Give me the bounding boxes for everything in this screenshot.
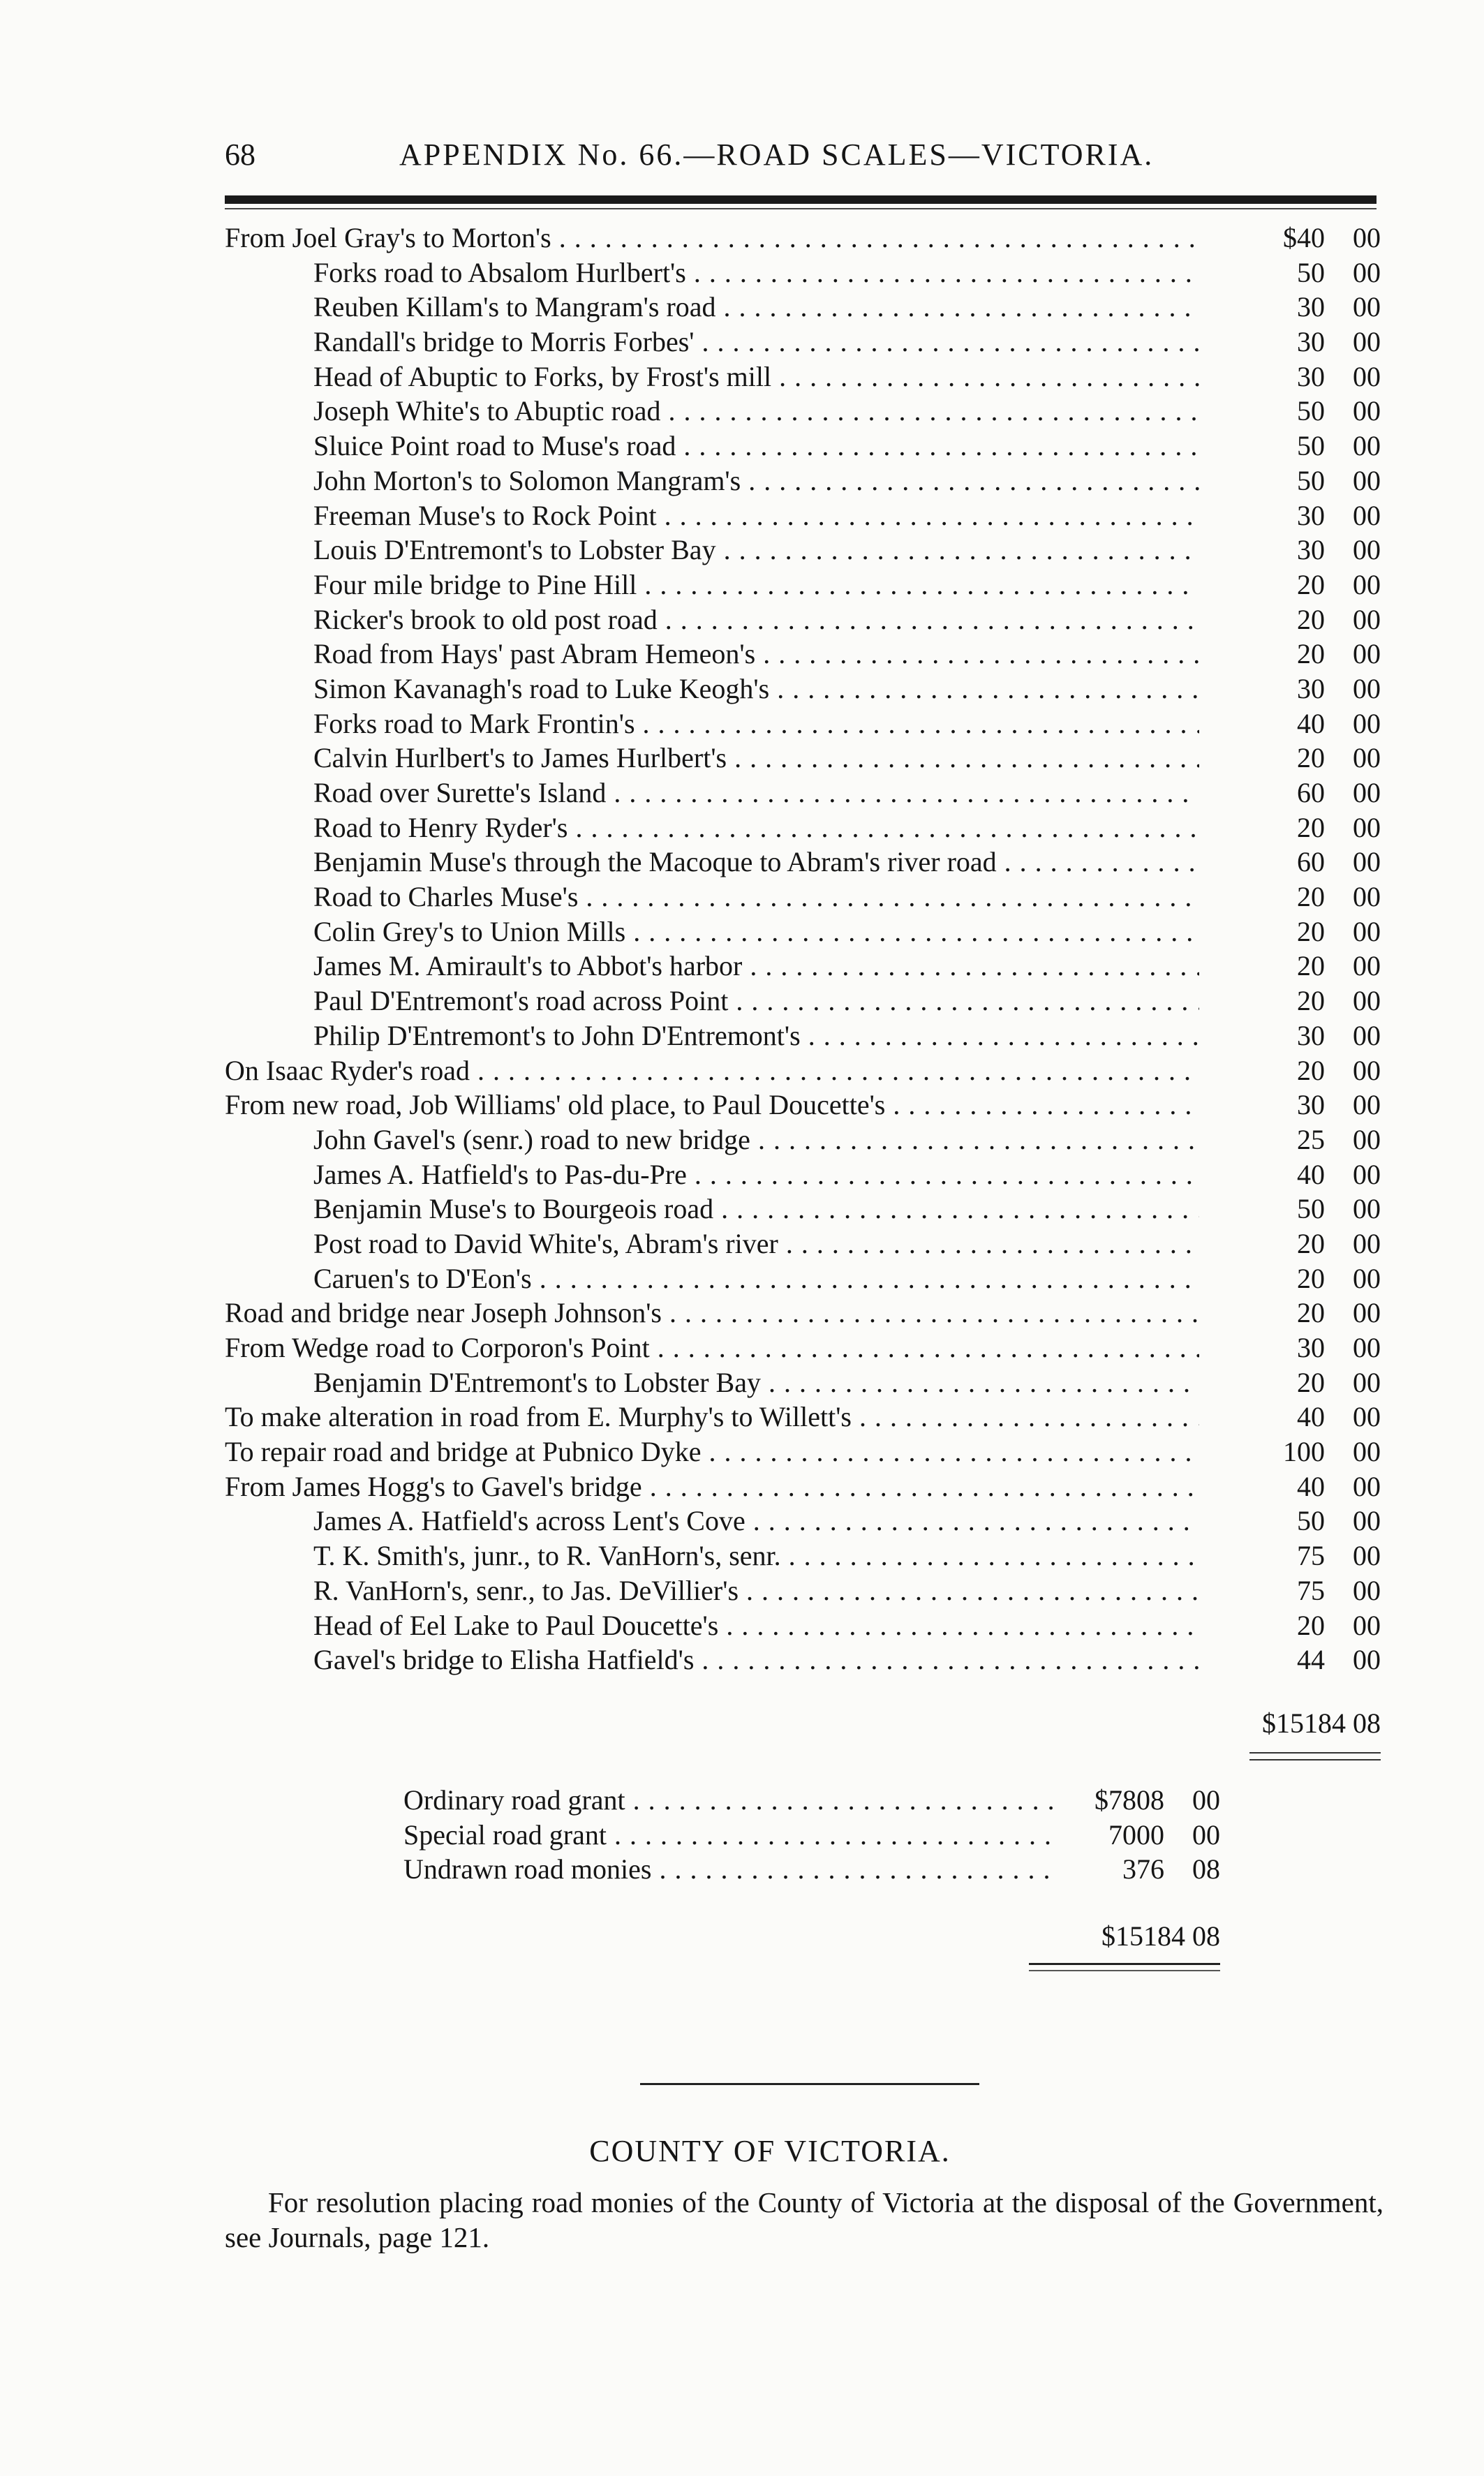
entry-amount (1206, 533, 1381, 568)
entry-amount (1206, 1539, 1381, 1573)
entry-amount (1206, 568, 1381, 602)
entry-cents: 00 (1353, 846, 1381, 878)
entry-row (225, 914, 1381, 949)
entry-dollars: 20 (1297, 1297, 1325, 1329)
grand-total-rule (1249, 1752, 1381, 1754)
entry-dollars: 25 (1297, 1123, 1325, 1155)
entry-dollars: 20 (1297, 811, 1325, 843)
entry-row (225, 1365, 1381, 1400)
entry-amount (1206, 1226, 1381, 1261)
entry-description: From new road, Job Williams' old place, to Paul Doucette's . . . (225, 1088, 1199, 1122)
entry-dollars: 20 (1297, 603, 1325, 635)
entry-amount (1206, 429, 1381, 464)
entry-row (225, 1504, 1381, 1539)
entry-dollars: 20 (1297, 1054, 1325, 1086)
entry-dollars: 40 (1297, 707, 1325, 739)
entry-dollars: 20 (1297, 950, 1325, 982)
entry-row (225, 1157, 1381, 1192)
entry-cents: 00 (1353, 1436, 1381, 1468)
entry-description: To make alteration in road from E. Murphy's to Willett's . . . (225, 1400, 1199, 1435)
entry-row (225, 1226, 1381, 1261)
grand-total: $15184 08 (1262, 1707, 1381, 1739)
entry-row (225, 568, 1381, 602)
entry-amount (1206, 1261, 1381, 1296)
entry-row (225, 637, 1381, 672)
entry-cents: 00 (1353, 1158, 1381, 1190)
entry-dollars: $40 (1283, 222, 1325, 253)
summary-total-rule (1029, 1963, 1220, 1965)
entry-dollars: $7808 (1095, 1784, 1164, 1816)
entry-description: Gavel's bridge to Elisha Hatfield's . . . (313, 1643, 1199, 1677)
entry-dollars: 100 (1283, 1436, 1325, 1468)
entry-description: Philip D'Entremont's to John D'Entremont's . . . (313, 1018, 1199, 1053)
entry-cents: 00 (1353, 256, 1381, 288)
entry-dollars: 30 (1297, 291, 1325, 323)
entry-cents: 00 (1353, 603, 1381, 635)
entry-description: Sluice Point road to Muse's road . . . (313, 429, 1199, 464)
entry-row (225, 1122, 1381, 1157)
entry-row (225, 810, 1381, 845)
entry-cents: 00 (1353, 1227, 1381, 1259)
page-header (225, 137, 1377, 181)
entry-dollars: 20 (1297, 568, 1325, 600)
entry-description: Undrawn road monies . . . (403, 1852, 1053, 1887)
entry-dollars: 75 (1297, 1574, 1325, 1606)
entry-amount (1206, 498, 1381, 533)
entry-row (225, 845, 1381, 880)
entry-amount (1206, 1088, 1381, 1122)
section-divider (640, 2083, 979, 2085)
entry-row (225, 290, 1381, 325)
county-heading: COUNTY OF VICTORIA. (589, 2134, 951, 2168)
entry-amount (1206, 359, 1381, 394)
county-note: For resolution placing road monies of the County of Victoria at the disposal of the Government, see Journals, page 121. (225, 2186, 1383, 2253)
entry-dollars: 376 (1122, 1853, 1164, 1885)
entry-amount (1206, 741, 1381, 776)
entry-cents: 00 (1353, 1401, 1381, 1433)
summary-total-rule-lower (1029, 1970, 1220, 1971)
entry-amount (1206, 464, 1381, 498)
entry-dollars: 30 (1297, 360, 1325, 392)
entry-amount (1206, 1296, 1381, 1330)
entry-cents: 00 (1353, 1609, 1381, 1641)
entry-description: Forks road to Mark Frontin's . . . (313, 706, 1199, 741)
entry-row (225, 706, 1381, 741)
entry-row (225, 776, 1381, 810)
entry-dollars: 7000 (1108, 1818, 1164, 1851)
entry-description: James A. Hatfield's to Pas-du-Pre . . . (313, 1157, 1199, 1192)
entry-amount (1206, 1122, 1381, 1157)
entry-row (225, 984, 1381, 1018)
entry-dollars: 20 (1297, 1262, 1325, 1294)
entry-description: Ordinary road grant . . . (403, 1783, 1053, 1818)
entry-description: Colin Grey's to Union Mills . . . (313, 914, 1199, 949)
entry-cents: 00 (1353, 464, 1381, 496)
entry-amount (1206, 1192, 1381, 1226)
entry-amount (1206, 880, 1381, 914)
entry-dollars: 20 (1297, 915, 1325, 947)
entry-dollars: 50 (1297, 256, 1325, 288)
entry-description: From James Hogg's to Gavel's bridge . . . (225, 1469, 1199, 1504)
entry-row (225, 1539, 1381, 1573)
entry-amount (1060, 1852, 1220, 1887)
entry-cents: 00 (1353, 811, 1381, 843)
header-rule-thin (225, 208, 1377, 209)
entry-dollars: 30 (1297, 1019, 1325, 1051)
entry-cents: 00 (1353, 499, 1381, 531)
entry-row (225, 1469, 1381, 1504)
entry-row (225, 221, 1381, 255)
entry-description: Forks road to Absalom Hurlbert's . . . (313, 255, 1199, 290)
entry-amount (1206, 1157, 1381, 1192)
grant-summary (403, 1783, 1220, 1887)
entry-dollars: 20 (1297, 881, 1325, 913)
entry-description: John Morton's to Solomon Mangram's . . . (313, 464, 1199, 498)
entry-row (225, 394, 1381, 429)
entry-description: Benjamin D'Entremont's to Lobster Bay . . . (313, 1365, 1199, 1400)
entry-row (225, 741, 1381, 776)
entry-description: Road to Charles Muse's . . . (313, 880, 1199, 914)
entry-row (225, 880, 1381, 914)
entry-description: Caruen's to D'Eon's . . . (313, 1261, 1199, 1296)
entry-row (225, 1192, 1381, 1226)
road-scale-entries (225, 221, 1381, 1677)
entry-row (225, 1573, 1381, 1608)
entry-amount (1206, 949, 1381, 984)
entry-description: Randall's bridge to Morris Forbes' . . . (313, 325, 1199, 359)
entry-description: Benjamin Muse's to Bourgeois road . . . (313, 1192, 1199, 1226)
entry-dollars: 50 (1297, 395, 1325, 427)
entry-cents: 00 (1353, 742, 1381, 774)
entry-amount (1060, 1783, 1220, 1818)
entry-dollars: 20 (1297, 1227, 1325, 1259)
entry-cents: 00 (1353, 881, 1381, 913)
entry-row (403, 1852, 1220, 1887)
entry-row (225, 1018, 1381, 1053)
entry-description: Four mile bridge to Pine Hill . . . (313, 568, 1199, 602)
entry-cents: 00 (1192, 1818, 1220, 1851)
entry-dollars: 20 (1297, 742, 1325, 774)
entry-dollars: 20 (1297, 985, 1325, 1017)
entry-description: Joseph White's to Abuptic road . . . (313, 394, 1199, 429)
entry-description: Calvin Hurlbert's to James Hurlbert's . . . (313, 741, 1199, 776)
header-rule-thick (225, 195, 1377, 204)
entry-amount (1206, 672, 1381, 706)
entry-description: Louis D'Entremont's to Lobster Bay . . . (313, 533, 1199, 568)
entry-amount (1206, 914, 1381, 949)
entry-dollars: 30 (1297, 1332, 1325, 1363)
entry-row (403, 1818, 1220, 1853)
entry-amount (1206, 1400, 1381, 1435)
entry-amount (1206, 984, 1381, 1018)
entry-dollars: 30 (1297, 499, 1325, 531)
entry-row (225, 533, 1381, 568)
entry-amount (1206, 1504, 1381, 1539)
entry-row (225, 429, 1381, 464)
entry-description: Reuben Killam's to Mangram's road . . . (313, 290, 1199, 325)
entry-dollars: 30 (1297, 1089, 1325, 1121)
entry-cents: 00 (1353, 395, 1381, 427)
entry-cents: 00 (1353, 1540, 1381, 1572)
entry-row (225, 1643, 1381, 1677)
entry-cents: 00 (1353, 1019, 1381, 1051)
entry-amount (1206, 221, 1381, 255)
entry-amount (1206, 1643, 1381, 1677)
entry-cents: 00 (1353, 534, 1381, 566)
entry-dollars: 50 (1297, 464, 1325, 496)
summary-total: $15184 08 (1101, 1920, 1220, 1952)
entry-row (225, 1261, 1381, 1296)
entry-dollars: 44 (1297, 1644, 1325, 1676)
entry-row (403, 1783, 1220, 1818)
entry-row (225, 949, 1381, 984)
entry-description: From Joel Gray's to Morton's . . . (225, 221, 1199, 255)
entry-description: Special road grant . . . (403, 1818, 1053, 1853)
entry-row (225, 1088, 1381, 1122)
entry-description: Simon Kavanagh's road to Luke Keogh's . . . (313, 672, 1199, 706)
entry-cents: 00 (1353, 1123, 1381, 1155)
entry-description: Road to Henry Ryder's . . . (313, 810, 1199, 845)
entry-cents: 00 (1353, 707, 1381, 739)
entry-cents: 00 (1353, 1262, 1381, 1294)
entry-amount (1206, 810, 1381, 845)
entry-amount (1206, 394, 1381, 429)
entry-cents: 00 (1353, 1297, 1381, 1329)
entry-dollars: 40 (1297, 1401, 1325, 1433)
entry-amount (1206, 602, 1381, 637)
entry-cents: 00 (1353, 1193, 1381, 1225)
entry-description: Benjamin Muse's through the Macoque to Abram's river road . . . (313, 845, 1199, 880)
entry-row (225, 1608, 1381, 1643)
entry-dollars: 50 (1297, 1193, 1325, 1225)
entry-amount (1206, 290, 1381, 325)
entry-description: Post road to David White's, Abram's river . . . (313, 1226, 1199, 1261)
entry-description: John Gavel's (senr.) road to new bridge . . . (313, 1122, 1199, 1157)
entry-cents: 00 (1353, 1332, 1381, 1363)
entry-cents: 00 (1353, 222, 1381, 253)
entry-dollars: 40 (1297, 1470, 1325, 1502)
entry-cents: 00 (1353, 360, 1381, 392)
entry-amount (1206, 1330, 1381, 1365)
entry-amount (1206, 1365, 1381, 1400)
entry-cents: 00 (1353, 950, 1381, 982)
entry-description: Road over Surette's Island . . . (313, 776, 1199, 810)
entry-cents: 00 (1353, 1089, 1381, 1121)
entry-description: Paul D'Entremont's road across Point . . . (313, 984, 1199, 1018)
entry-description: Head of Eel Lake to Paul Doucette's . . . (313, 1608, 1199, 1643)
entry-cents: 00 (1353, 638, 1381, 670)
entry-row (225, 1053, 1381, 1088)
entry-dollars: 20 (1297, 638, 1325, 670)
entry-description: James M. Amirault's to Abbot's harbor . . . (313, 949, 1199, 984)
entry-description: Ricker's brook to old post road . . . (313, 602, 1199, 637)
entry-amount (1206, 776, 1381, 810)
entry-row (225, 255, 1381, 290)
entry-description: T. K. Smith's, junr., to R. VanHorn's, senr. . . . (313, 1539, 1199, 1573)
entry-dollars: 30 (1297, 672, 1325, 704)
entry-cents: 00 (1353, 1644, 1381, 1676)
entry-cents: 00 (1192, 1784, 1220, 1816)
entry-dollars: 60 (1297, 777, 1325, 808)
entry-dollars: 20 (1297, 1609, 1325, 1641)
entry-amount (1206, 706, 1381, 741)
entry-description: On Isaac Ryder's road . . . (225, 1053, 1199, 1088)
entry-dollars: 50 (1297, 1505, 1325, 1537)
entry-amount (1206, 1053, 1381, 1088)
entry-dollars: 75 (1297, 1540, 1325, 1572)
entry-row (225, 1435, 1381, 1469)
entry-row (225, 359, 1381, 394)
entry-amount (1206, 1573, 1381, 1608)
entry-cents: 00 (1353, 1054, 1381, 1086)
running-title: APPENDIX No. 66.—ROAD SCALES—VICTORIA. (399, 138, 1155, 172)
entry-cents: 00 (1353, 777, 1381, 808)
entry-description: Head of Abuptic to Forks, by Frost's mill . . . (313, 359, 1199, 394)
entry-row (225, 1400, 1381, 1435)
entry-dollars: 20 (1297, 1366, 1325, 1398)
entry-row (225, 325, 1381, 359)
entry-row (225, 498, 1381, 533)
entry-description: R. VanHorn's, senr., to Jas. DeVillier's . . . (313, 1573, 1199, 1608)
entry-description: From Wedge road to Corporon's Point . . . (225, 1330, 1199, 1365)
entry-cents: 00 (1353, 430, 1381, 462)
entry-row (225, 464, 1381, 498)
entry-description: James A. Hatfield's across Lent's Cove . . . (313, 1504, 1199, 1539)
entry-row (225, 1330, 1381, 1365)
entry-cents: 00 (1353, 1470, 1381, 1502)
entry-dollars: 30 (1297, 534, 1325, 566)
entry-row (225, 672, 1381, 706)
entry-amount (1206, 1435, 1381, 1469)
entry-cents: 00 (1353, 1574, 1381, 1606)
entry-row (225, 602, 1381, 637)
entry-amount (1206, 845, 1381, 880)
entry-cents: 00 (1353, 291, 1381, 323)
page-number: 68 (225, 138, 255, 172)
entry-description: Road from Hays' past Abram Hemeon's . . . (313, 637, 1199, 672)
entry-cents: 00 (1353, 568, 1381, 600)
entry-cents: 00 (1353, 326, 1381, 358)
entry-amount (1206, 325, 1381, 359)
entry-description: To repair road and bridge at Pubnico Dyke . . . (225, 1435, 1199, 1469)
entry-amount (1060, 1818, 1220, 1853)
grand-total-rule-lower (1249, 1759, 1381, 1760)
entry-cents: 00 (1353, 1366, 1381, 1398)
entry-description: Freeman Muse's to Rock Point . . . (313, 498, 1199, 533)
entry-amount (1206, 1469, 1381, 1504)
entry-dollars: 50 (1297, 430, 1325, 462)
entry-amount (1206, 255, 1381, 290)
entry-description: Road and bridge near Joseph Johnson's . . . (225, 1296, 1199, 1330)
entry-dollars: 60 (1297, 846, 1325, 878)
entry-amount (1206, 637, 1381, 672)
entry-cents: 00 (1353, 985, 1381, 1017)
entry-amount (1206, 1018, 1381, 1053)
entry-dollars: 40 (1297, 1158, 1325, 1190)
entry-cents: 00 (1353, 672, 1381, 704)
entry-dollars: 30 (1297, 326, 1325, 358)
entry-cents: 00 (1353, 915, 1381, 947)
entry-row (225, 1296, 1381, 1330)
entry-cents: 00 (1353, 1505, 1381, 1537)
entry-cents: 08 (1192, 1853, 1220, 1885)
entry-amount (1206, 1608, 1381, 1643)
